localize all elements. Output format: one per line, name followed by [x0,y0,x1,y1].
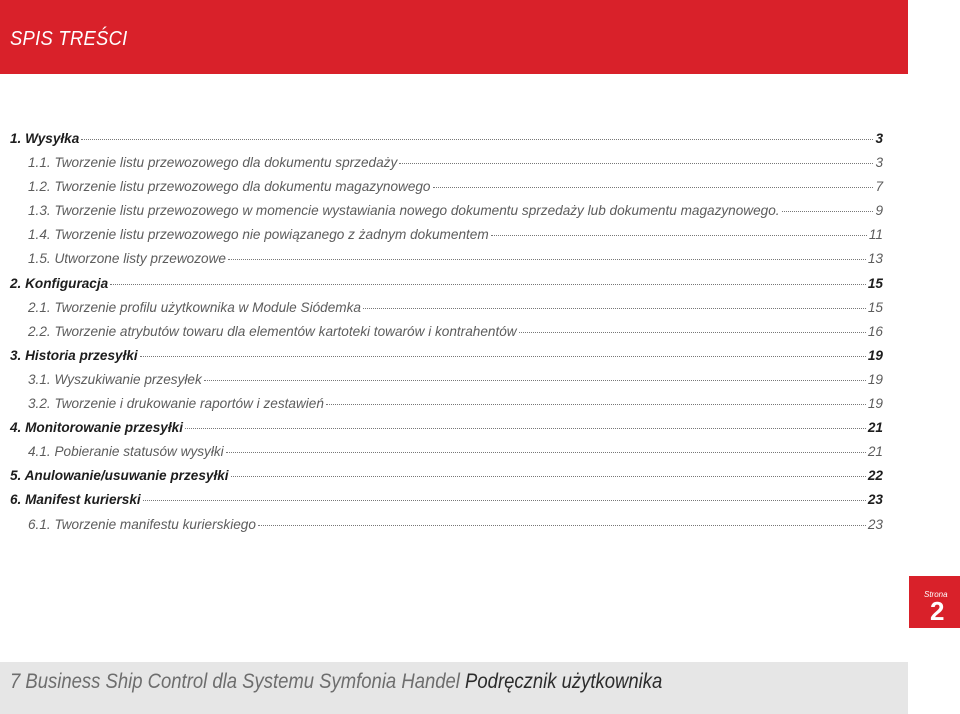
toc-dot-leader [143,500,866,501]
toc-entry-title: 2.1. Tworzenie profilu użytkownika w Module Siódemka [28,299,361,315]
page-label: Strona [924,590,948,599]
toc-dot-leader [399,163,873,164]
toc-entry-page: 19 [867,396,883,412]
toc-entry-title: 1.4. Tworzenie listu przewozowego nie powiązanego z żadnym dokumentem [28,227,489,243]
toc-dot-leader [258,525,866,526]
toc-dot-leader [326,404,866,405]
toc-entry-page: 19 [867,347,883,363]
toc-entry[interactable] [10,372,883,396]
toc-dot-leader [491,235,867,236]
toc-dot-leader [185,428,866,429]
toc-entry-page: 15 [867,299,883,315]
toc-dot-leader [204,380,866,381]
page-title: SPIS TREŚCI [10,28,128,50]
toc-entry[interactable] [10,396,883,420]
toc-entry-page: 21 [867,420,883,436]
page-number: 2 [930,596,945,626]
toc-dot-leader [81,139,873,140]
toc-entry-title: 2.2. Tworzenie atrybutów towaru dla elementów kartoteki towarów i kontrahentów [28,323,517,339]
toc-entry[interactable] [10,203,883,227]
toc-entry-title: 3.2. Tworzenie i drukowanie raportów i zestawień [28,396,324,412]
toc-entry-page: 3 [875,155,883,171]
toc-entry-title: 3. Historia przesyłki [10,347,138,363]
footer-title-strong: Podręcznik użytkownika [465,670,663,693]
toc-entry[interactable] [10,492,883,516]
toc-entry[interactable] [10,444,883,468]
toc-entry-title: 6.1. Tworzenie manifestu kurierskiego [28,516,256,532]
toc-entry-page: 21 [867,444,883,460]
toc-dot-leader [519,332,866,333]
toc-entry-title: 2. Konfiguracja [10,275,109,291]
toc-entry-title: 1.2. Tworzenie listu przewozowego dla dokumentu magazynowego [28,179,431,195]
toc-entry[interactable] [10,276,883,300]
toc-dot-leader [433,187,874,188]
toc-entry[interactable] [10,155,883,179]
toc-dot-leader [226,452,866,453]
toc-dot-leader [782,211,874,212]
toc-entry-title: 1. Wysyłka [10,131,80,146]
toc-entry[interactable] [10,468,883,492]
toc-dot-leader [363,308,866,309]
toc-entry-title: 1.3. Tworzenie listu przewozowego w momencie wystawiania nowego dokumentu sprzedaży lub dokumentu magazynowego. [28,203,780,219]
toc-entry-title: 5. Anulowanie/usuwanie przesyłki [10,468,229,484]
toc-dot-leader [140,356,866,357]
toc-entry-page: 15 [867,275,883,291]
toc-entry-page: 13 [867,251,883,267]
footer-title [10,670,662,694]
toc-entry[interactable] [10,300,883,324]
toc-entry[interactable] [10,420,883,444]
toc-entry-page: 22 [867,468,883,484]
toc-entry[interactable] [10,348,883,372]
header-bar [0,0,908,74]
toc-entry-title: 1.1. Tworzenie listu przewozowego dla dokumentu sprzedaży [28,155,398,171]
toc-entry-page: 3 [875,131,883,146]
toc-entry-page: 19 [867,371,883,387]
toc-entry-page: 23 [867,516,883,532]
toc-entry[interactable] [10,131,883,155]
toc-entry[interactable] [10,227,883,251]
toc-entry-page: 11 [868,227,883,243]
toc-entry-title: 4.1. Pobieranie statusów wysyłki [28,444,224,460]
toc-entry[interactable] [10,517,883,541]
toc-entry-page: 23 [867,492,883,508]
toc-entry[interactable] [10,251,883,275]
toc-entry[interactable] [10,179,883,203]
footer-title-light: 7 Business Ship Control dla Systemu Symfonia Handel [10,670,466,693]
toc-entry[interactable] [10,324,883,348]
toc-dot-leader [228,259,866,260]
toc-entry-page: 16 [867,323,883,339]
table-of-contents [10,131,883,541]
toc-entry-page: 7 [875,179,883,195]
toc-entry-title: 4. Monitorowanie przesyłki [10,420,183,436]
toc-entry-page: 9 [875,203,883,219]
toc-entry-title: 6. Manifest kurierski [10,492,141,508]
toc-dot-leader [231,476,866,477]
toc-entry-title: 3.1. Wyszukiwanie przesyłek [28,371,202,387]
toc-dot-leader [110,284,866,285]
toc-entry-title: 1.5. Utworzone listy przewozowe [28,251,226,267]
